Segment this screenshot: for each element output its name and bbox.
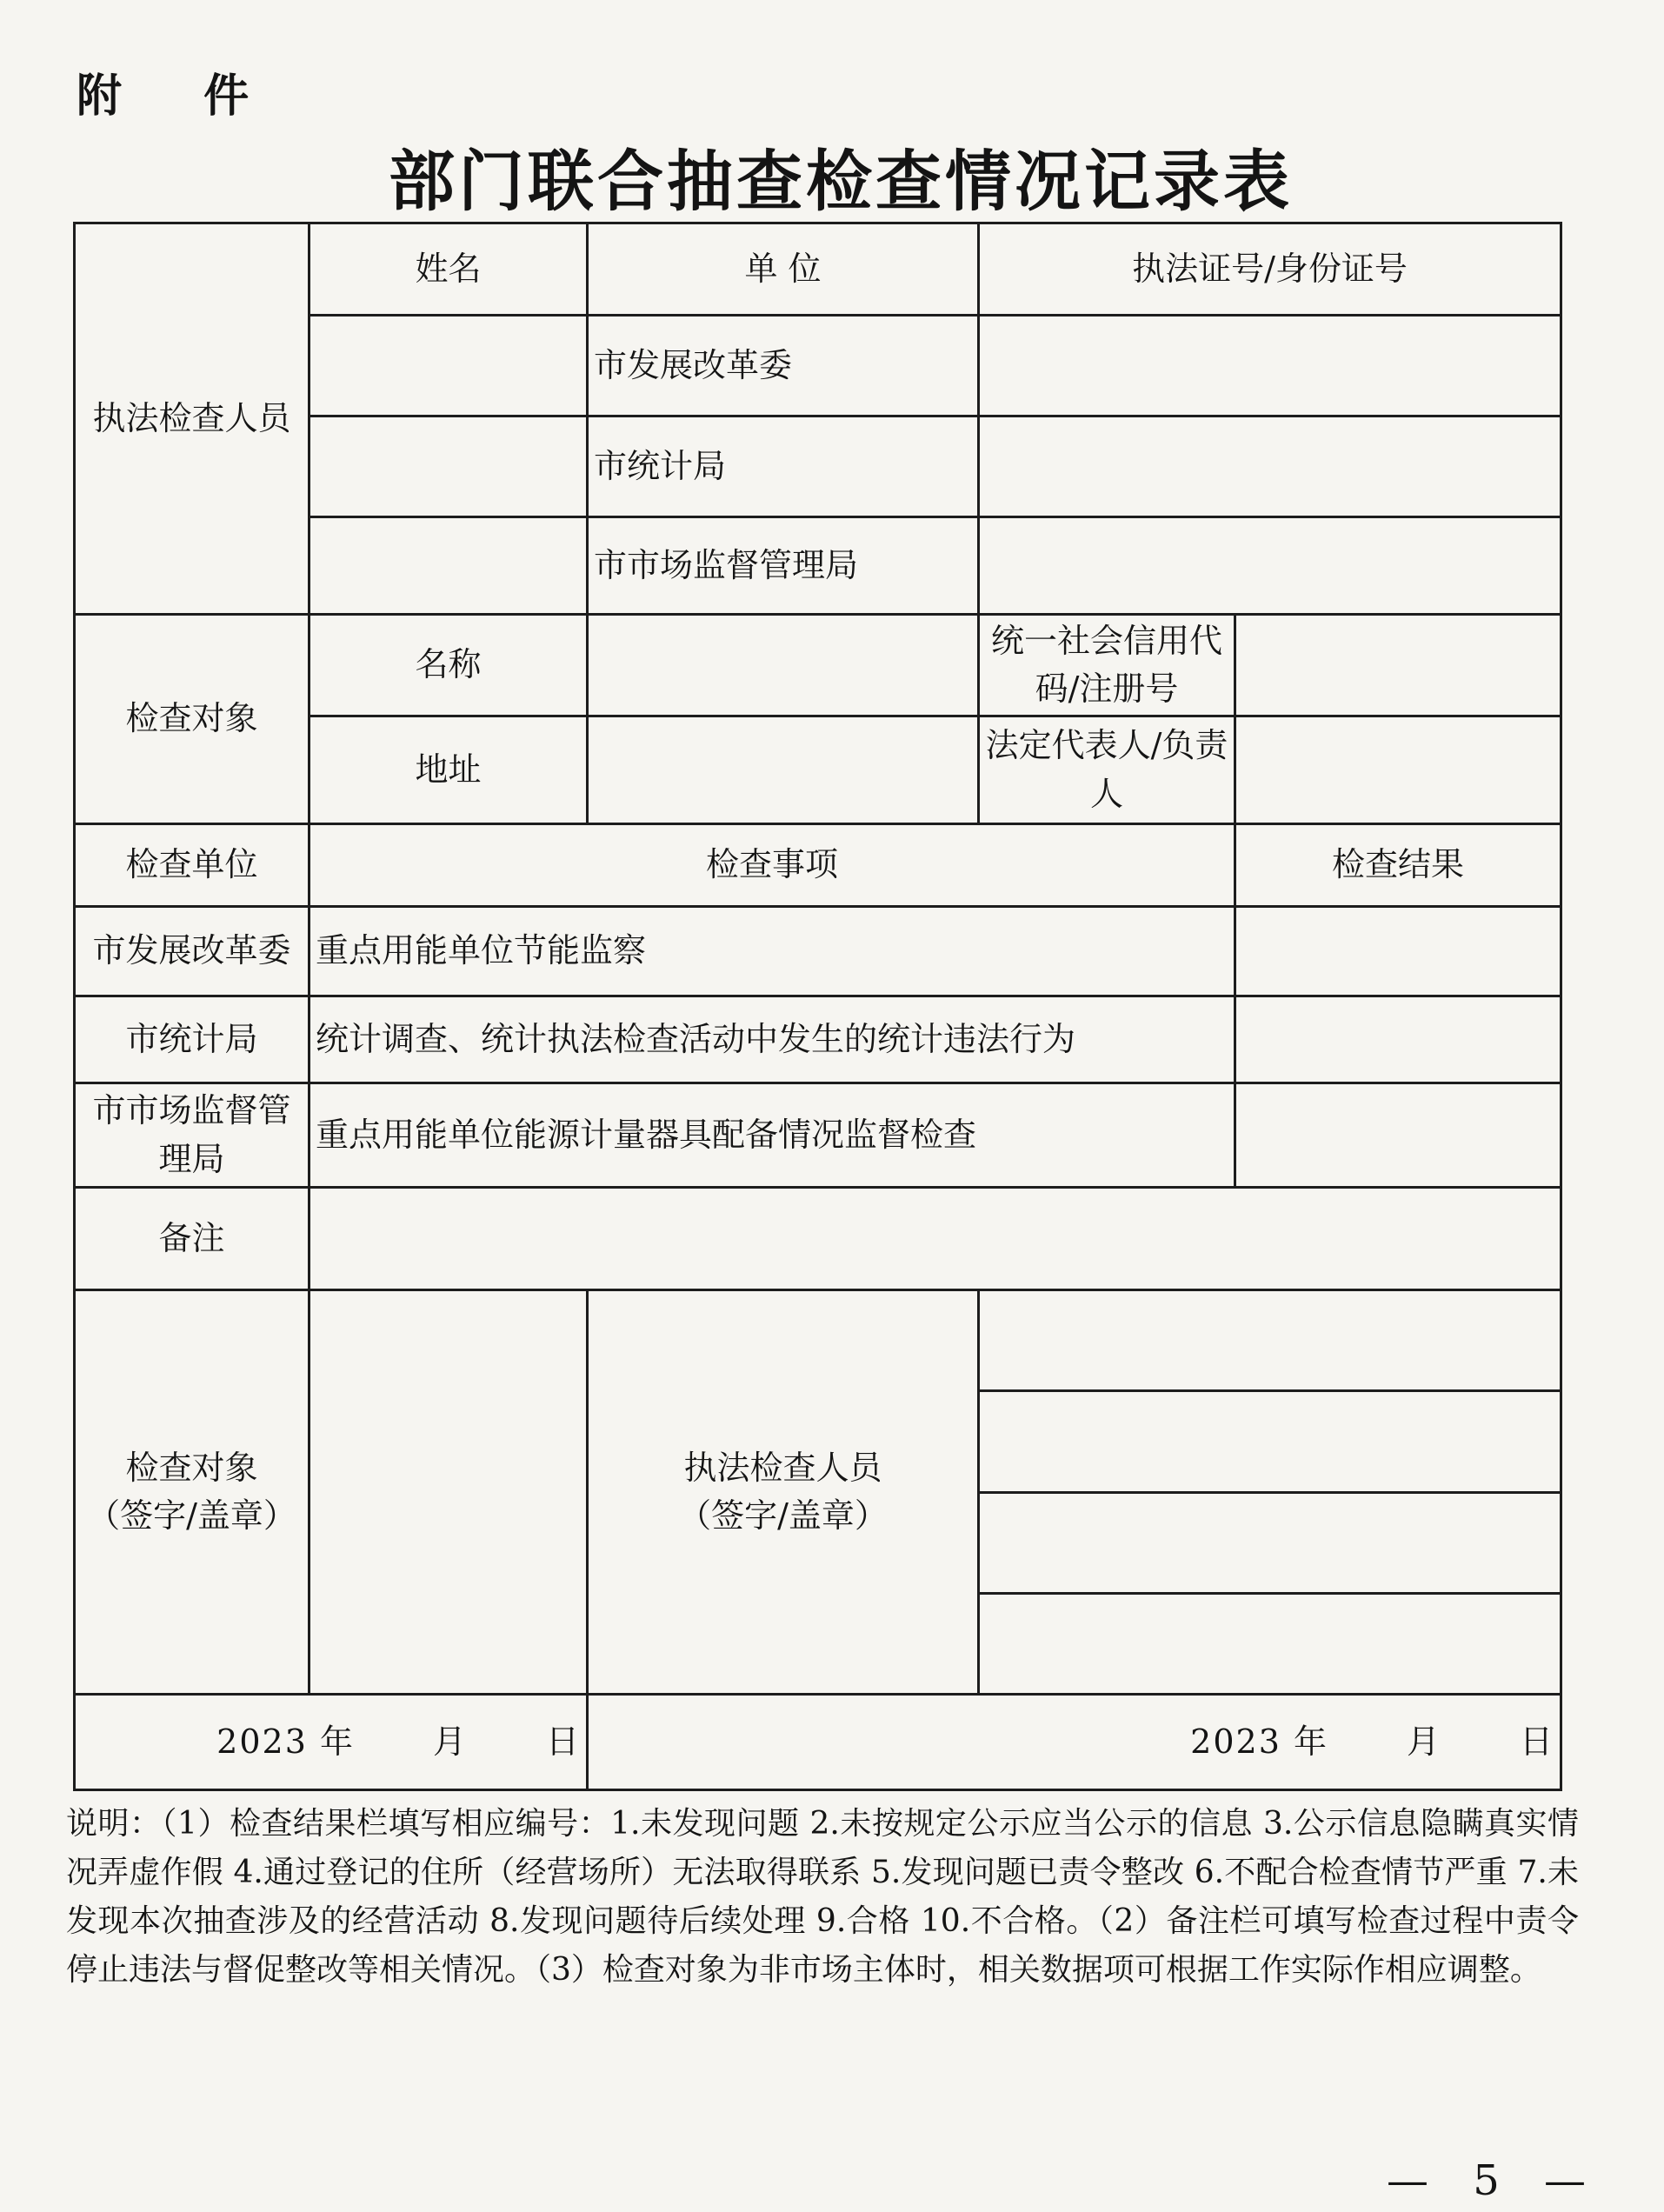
attachment-label: 附 件 [77, 70, 283, 123]
date-year: 2023 年 [1190, 1722, 1328, 1761]
remarks-field[interactable] [310, 1188, 1561, 1290]
signature-line[interactable] [980, 1389, 1560, 1490]
date-day: 日 [545, 1722, 581, 1761]
credit-code-label: 统一社会信用代码/注册号 [979, 615, 1235, 716]
target-name-label: 名称 [310, 615, 588, 716]
inspector-id-field[interactable] [979, 316, 1561, 416]
signature-line[interactable] [980, 1592, 1560, 1693]
signature-line[interactable] [980, 1291, 1560, 1389]
target-name-field[interactable] [588, 615, 979, 716]
remarks-label: 备注 [75, 1188, 310, 1290]
items-unit-header: 检查单位 [75, 824, 310, 907]
inspector-signature-label [588, 1290, 979, 1695]
items-item-header: 检查事项 [310, 824, 1235, 907]
inspector-signature-lines [980, 1291, 1560, 1693]
target-address-label: 地址 [310, 716, 588, 824]
inspector-id-header: 执法证号/身份证号 [979, 223, 1561, 316]
page-title: 部门联合抽查检查情况记录表 [389, 143, 1293, 220]
target-signature-label-line1: 检查对象 [125, 1448, 258, 1487]
target-address-field[interactable] [588, 716, 979, 824]
legal-rep-field[interactable] [1235, 716, 1561, 824]
inspector-signature-field[interactable] [979, 1290, 1561, 1695]
notes-paragraph: 说明：（1）检查结果栏填写相应编号：1.未发现问题 2.未按规定公示应当公示的信息 3.公示信息隐瞒真实情况弄虚作假 4.通过登记的住所（经营场所）无法取得联系 5.发现问题已责令整改 6.不配合检查情节严重 7.未发现本次抽查涉及的经营活动 8.发现问题待后续处理 9.合格 10.不合格。（2）备注栏可填写检查过程中责令停止违法与督促整改等相关情况。（3）检查对象为非市场主体时，相关数据项可根据工作实际作相应调整。 [66, 1806, 1579, 1988]
inspector-name-field[interactable] [310, 416, 588, 517]
inspector-name-field[interactable] [310, 517, 588, 615]
page-number: — 5 — [1386, 2156, 1601, 2205]
inspector-name-header: 姓名 [310, 223, 588, 316]
target-section-label: 检查对象 [75, 615, 310, 824]
inspector-unit-cell: 市市场监督管理局 [588, 517, 979, 615]
items-item-cell: 重点用能单位节能监察 [310, 907, 1235, 996]
record-table [73, 222, 1562, 1791]
target-signature-label-line2: （签字/盖章） [87, 1496, 296, 1535]
inspectors-section-label: 执法检查人员 [75, 223, 310, 615]
items-unit-cell: 市市场监督管理局 [75, 1083, 310, 1188]
items-unit-cell: 市发展改革委 [75, 907, 310, 996]
date-year: 2023 年 [216, 1722, 355, 1761]
inspector-signature-label-line2: （签字/盖章） [678, 1496, 888, 1535]
items-result-field[interactable] [1235, 1083, 1561, 1188]
date-month: 月 [1406, 1722, 1441, 1761]
items-item-cell: 重点用能单位能源计量器具配备情况监督检查 [310, 1083, 1235, 1188]
target-signature-field[interactable] [310, 1290, 588, 1695]
inspector-unit-cell: 市发展改革委 [588, 316, 979, 416]
target-date[interactable] [75, 1695, 588, 1790]
target-signature-label [75, 1290, 310, 1695]
credit-code-field[interactable] [1235, 615, 1561, 716]
date-month: 月 [432, 1722, 468, 1761]
inspector-unit-cell: 市统计局 [588, 416, 979, 517]
items-item-cell: 统计调查、统计执法检查活动中发生的统计违法行为 [310, 996, 1235, 1083]
items-unit-cell: 市统计局 [75, 996, 310, 1083]
inspector-name-field[interactable] [310, 316, 588, 416]
inspector-id-field[interactable] [979, 517, 1561, 615]
items-result-header: 检查结果 [1235, 824, 1561, 907]
date-day: 日 [1519, 1722, 1554, 1761]
items-result-field[interactable] [1235, 996, 1561, 1083]
items-result-field[interactable] [1235, 907, 1561, 996]
inspector-date[interactable] [588, 1695, 1561, 1790]
signature-line[interactable] [980, 1491, 1560, 1592]
legal-rep-label: 法定代表人/负责人 [979, 716, 1235, 824]
inspector-id-field[interactable] [979, 416, 1561, 517]
inspector-signature-label-line1: 执法检查人员 [683, 1448, 882, 1487]
inspector-unit-header: 单 位 [588, 223, 979, 316]
